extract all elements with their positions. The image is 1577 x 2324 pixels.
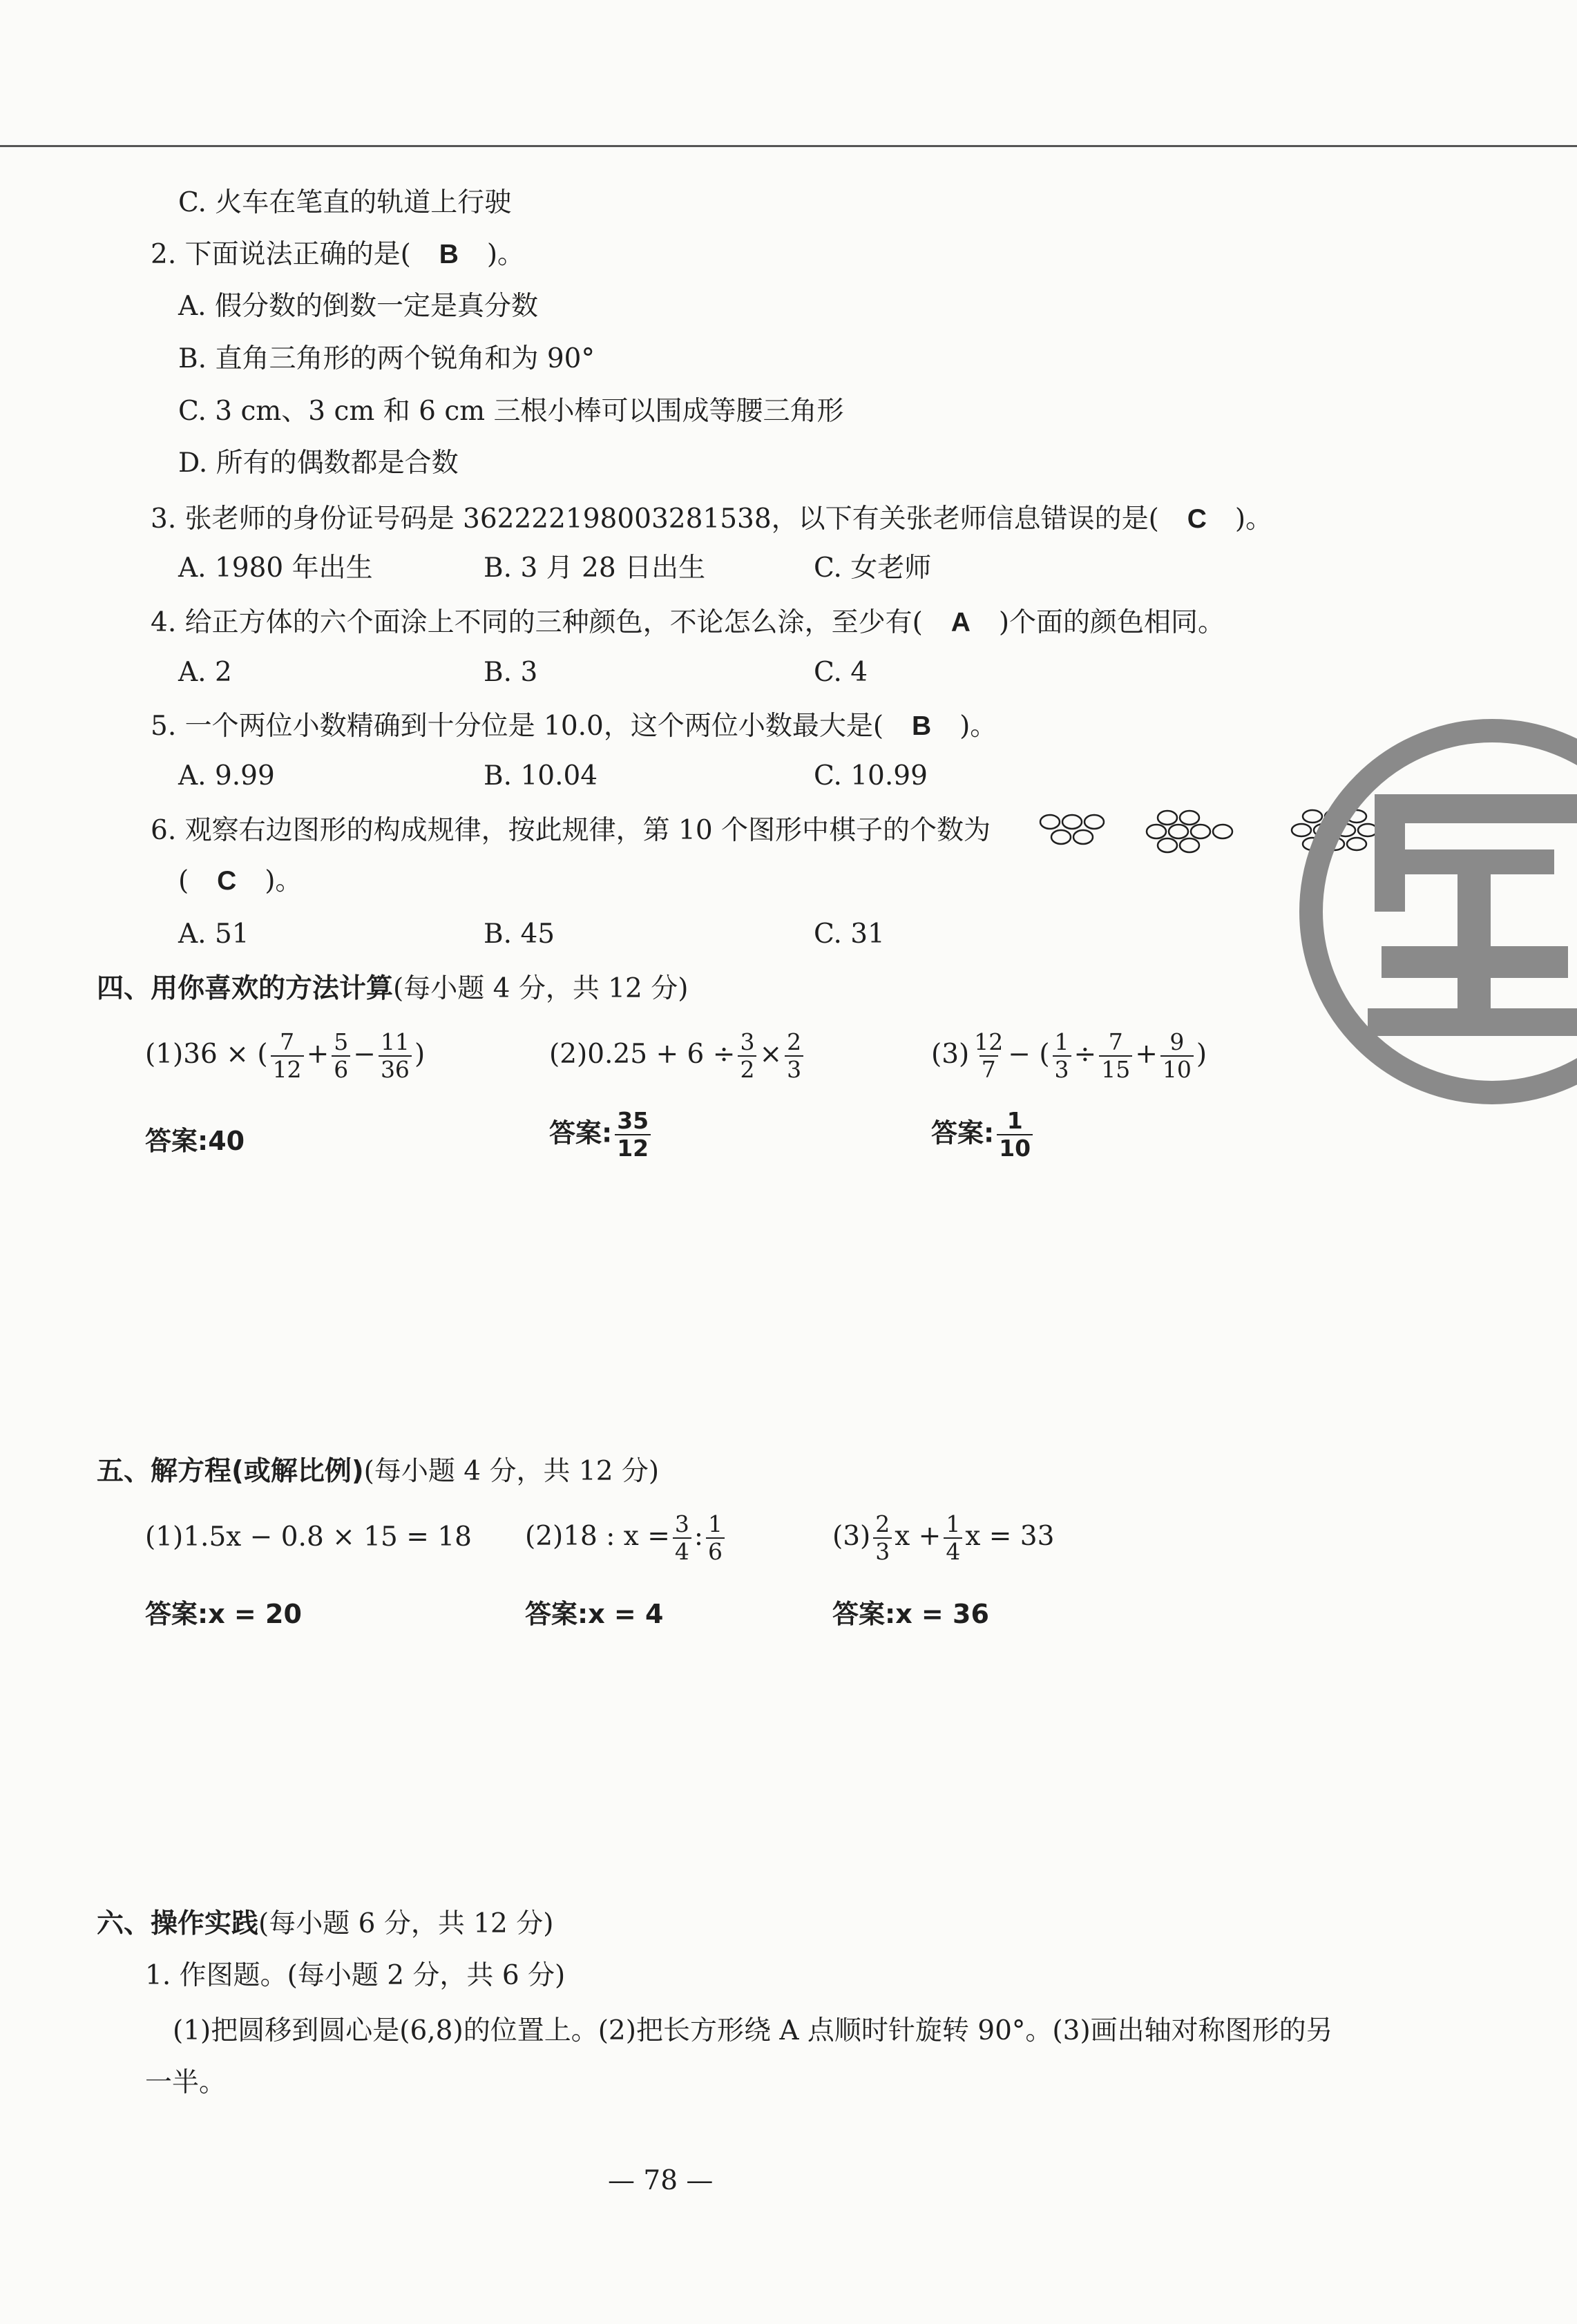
- q4-answer: A: [950, 608, 971, 637]
- q2-stem: 2. 下面说法正确的是( B )。: [151, 237, 524, 273]
- q4-option-b: B. 3: [484, 657, 538, 688]
- q6-answer-line: ( C )。: [178, 863, 302, 899]
- q3-stem: 3. 张老师的身份证号码是 362222198003281538，以下有关张老师信息错误的是( C )。: [151, 501, 1272, 537]
- q3-answer: C: [1187, 504, 1207, 534]
- q6-option-b: B. 45: [484, 919, 555, 950]
- s5-problem-1: (1)1.5x − 0.8 × 15 = 18: [145, 1521, 472, 1553]
- s4-problem-2: (2)0.25 + 6 ÷ $\frac{3}{2}$ × $\frac{2}{3}$: [549, 1029, 806, 1083]
- s5-answer-3: 答案:x = 36: [832, 1599, 989, 1629]
- q2-answer: B: [439, 240, 459, 269]
- q6-answer: C: [217, 866, 237, 896]
- q4-option-a: A. 2: [178, 657, 232, 688]
- s5-answer-1: 答案:x = 20: [145, 1599, 302, 1629]
- q6-option-c: C. 31: [814, 919, 885, 950]
- s4-answer-1: 答案:40: [145, 1126, 245, 1156]
- q2-option-b: B. 直角三角形的两个锐角和为 90°: [178, 343, 595, 374]
- section-6-heading: 六、操作实践(每小题 6 分，共 12 分): [97, 1908, 554, 1939]
- q1-option-c: C. 火车在笔直的轨道上行驶: [178, 187, 512, 218]
- s6-q1-title: 1. 作图题。(每小题 2 分，共 6 分): [145, 1960, 566, 1991]
- s6-q1-text-line2: 一半。: [145, 2067, 227, 2098]
- q4-stem: 4. 给正方体的六个面涂上不同的三种颜色，不论怎么涂，至少有( A )个面的颜色相同。: [151, 605, 1225, 641]
- s4-problem-1: (1)36 × ( $\frac{7}{12}$ + $\frac{5}{6}$ − $\frac{11}{36}$ ): [145, 1028, 426, 1083]
- s6-q1-text-line1: (1)把圆移到圆心是(6,8)的位置上。(2)把长方形绕 A 点顺时针旋转 90°。(3)画出轴对称图形的另: [173, 2015, 1333, 2046]
- page-number: — 78 —: [608, 2165, 714, 2196]
- q3-option-a: A. 1980 年出生: [178, 553, 373, 584]
- section-5-heading: 五、解方程(或解比例)(每小题 4 分，共 12 分): [97, 1456, 660, 1487]
- s5-problem-2: (2)18 : x = $\frac{3}{4}$ : $\frac{1}{6}$: [525, 1511, 727, 1565]
- q5-option-b: B. 10.04: [484, 760, 598, 791]
- q5-answer: B: [911, 711, 932, 741]
- q2-option-c: C. 3 cm、3 cm 和 6 cm 三根小棒可以围成等腰三角形: [178, 396, 844, 427]
- section-4-heading: 四、用你喜欢的方法计算(每小题 4 分，共 12 分): [97, 973, 689, 1004]
- stamp-seal-icon: [1299, 718, 1577, 1105]
- q3-option-b: B. 3 月 28 日出生: [484, 553, 706, 584]
- q6-stem: 6. 观察右边图形的构成规律，按此规律，第 10 个图形中棋子的个数为: [151, 815, 991, 846]
- q2-option-a: A. 假分数的倒数一定是真分数: [178, 291, 538, 322]
- q6-option-a: A. 51: [178, 919, 249, 950]
- s5-problem-3: (3) $\frac{2}{3}$ x + $\frac{1}{4}$ x = 33: [832, 1510, 1055, 1565]
- q4-option-c: C. 4: [814, 657, 868, 688]
- header-rule: [0, 145, 1577, 147]
- q5-stem: 5. 一个两位小数精确到十分位是 10.0，这个两位小数最大是( B )。: [151, 709, 997, 745]
- s4-answer-2: 答案: $\frac{35}{12}$: [549, 1108, 653, 1162]
- q5-option-a: A. 9.99: [178, 760, 275, 791]
- s4-problem-3: (3) $\frac{12}{7}$ − ( $\frac{1}{3}$ ÷ $\frac{7}{15}$ + $\frac{9}{10}$ ): [931, 1028, 1207, 1083]
- q2-option-d: D. 所有的偶数都是合数: [178, 448, 459, 479]
- s4-answer-3: 答案: $\frac{1}{10}$: [931, 1108, 1035, 1162]
- q5-option-c: C. 10.99: [814, 760, 928, 791]
- s5-answer-2: 答案:x = 4: [525, 1599, 664, 1629]
- q3-option-c: C. 女老师: [814, 553, 932, 584]
